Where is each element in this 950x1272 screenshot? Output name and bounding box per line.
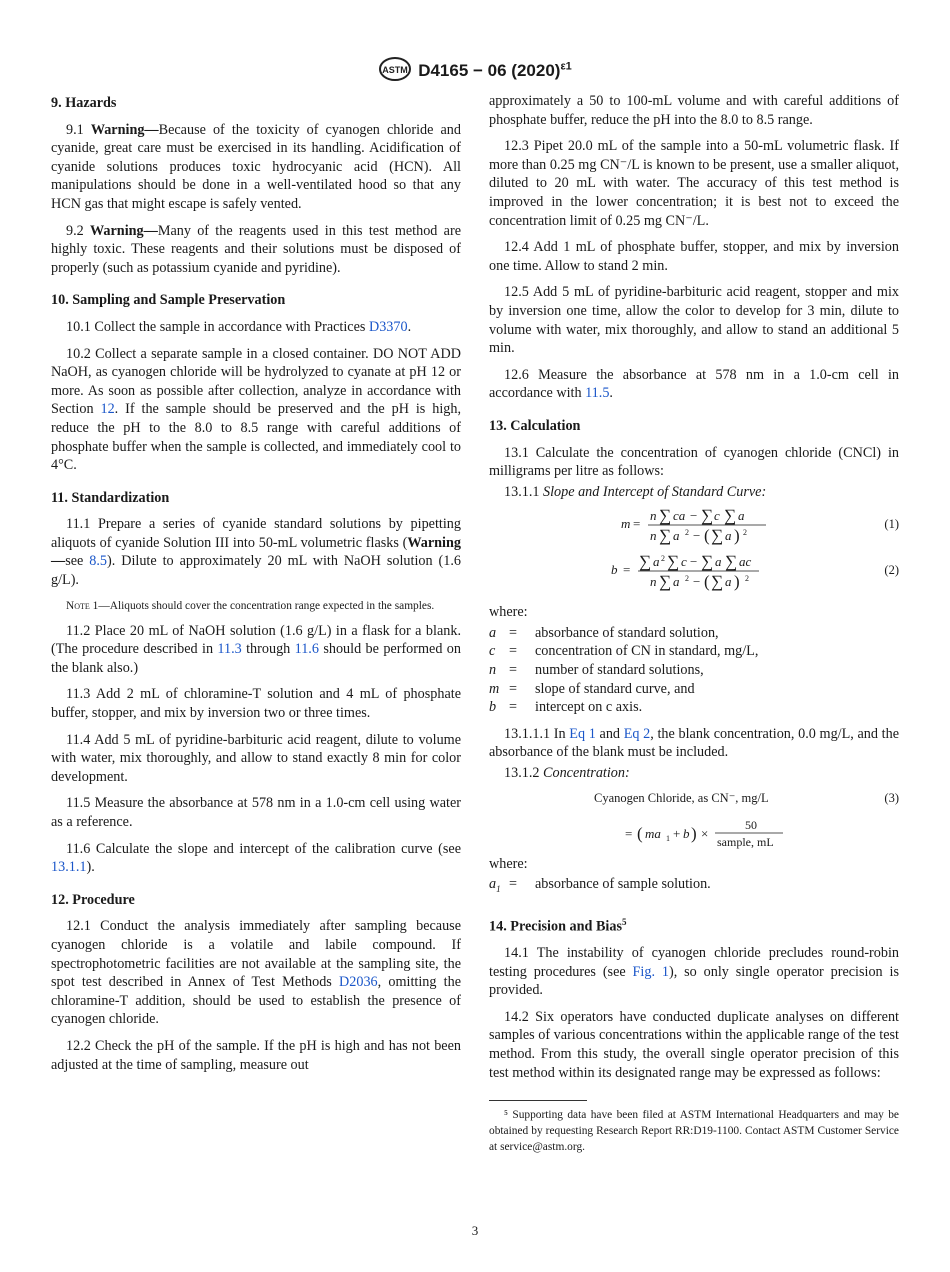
- svg-text:c: c: [714, 508, 720, 524]
- para-13-1-2: 13.1.2 Concentration:: [504, 765, 630, 782]
- svg-text:a: a: [715, 554, 722, 570]
- svg-text:b: b: [683, 825, 690, 841]
- para-13-1-1-1: 13.1.1.1 In Eq 1 and Eq 2, the blank concentration, 0.0 mg/L, and the absorbance of the blank must be included.: [489, 725, 900, 761]
- svg-text:2: 2: [745, 574, 749, 584]
- right-column: [489, 92, 899, 1163]
- para-12-5: 12.5 Add 5 mL of pyridine-barbituric acid reagent, stopper and mix by inversion one time, allow the color to develop for 3 min, dilute to volume with water, mix thoroughly, and allow to stand an additional 5 min.: [489, 284, 899, 357]
- designation-superscript: ε1: [560, 60, 572, 73]
- link-fig-1[interactable]: Fig. 1: [632, 963, 669, 980]
- left-column: [51, 92, 461, 1082]
- designation: D4165 − 06 (2020): [418, 60, 561, 80]
- svg-text:−: −: [690, 554, 698, 570]
- svg-text:a: a: [673, 528, 680, 544]
- where-label-2: where:: [489, 855, 528, 872]
- svg-text:∑: ∑: [659, 506, 672, 526]
- svg-text:(: (: [704, 526, 710, 546]
- equation-3: [489, 787, 899, 809]
- svg-text:=: =: [633, 516, 641, 532]
- link-d2036[interactable]: D2036: [339, 974, 378, 991]
- svg-text:=: =: [623, 562, 631, 578]
- equation-2-formula: [569, 549, 789, 591]
- svg-text:2: 2: [685, 528, 689, 538]
- svg-text:sample, mL: sample, mL: [717, 834, 774, 849]
- equation-3-label: Cyanogen Chloride, as CN⁻, mg/L: [594, 790, 769, 805]
- svg-text:∑: ∑: [725, 552, 738, 572]
- svg-text:×: ×: [701, 825, 709, 841]
- para-12-2-continued: approximately a 50 to 100-mL volume and with careful additions of phosphate buffer, reduce the pH into the 8.0 to 8.5 range.: [489, 93, 899, 128]
- equation-1-formula: [569, 503, 789, 545]
- svg-text:=: =: [625, 825, 633, 841]
- link-13-1-1[interactable]: 13.1.1: [51, 859, 87, 876]
- para-14-2: 14.2 Six operators have conducted duplicate analyses on different samples of various concentrations within the applicable range of the test method. From this study, the overall single operator precision of this test method within its designated range may be expressed as follows:: [489, 1008, 899, 1081]
- link-section-12[interactable]: 12: [100, 401, 115, 418]
- svg-text:n: n: [650, 574, 657, 590]
- svg-text:∑: ∑: [711, 572, 724, 592]
- svg-text:ca: ca: [673, 508, 686, 524]
- equation-1: [489, 503, 899, 545]
- link-eq-1[interactable]: Eq 1: [569, 725, 596, 742]
- svg-text:−: −: [693, 528, 701, 544]
- svg-text:a: a: [725, 528, 732, 544]
- para-12-6: 12.6 Measure the absorbance at 578 nm in a 1.0-cm cell in accordance with 11.5.: [489, 366, 899, 402]
- note-1: Note 1—Aliquots should cover the concentration range expected in the samples.: [66, 599, 435, 612]
- equation-2: [489, 549, 899, 591]
- svg-text:−: −: [690, 508, 698, 524]
- svg-text:1: 1: [666, 833, 670, 843]
- section-11-title: 11. Standardization: [51, 489, 170, 506]
- svg-text:ma: ma: [645, 825, 661, 841]
- equation-3-formula: [489, 809, 899, 849]
- svg-text:ASTM: ASTM: [382, 65, 408, 75]
- where-label-1: where:: [489, 604, 528, 621]
- svg-text:n: n: [650, 528, 657, 544]
- link-8-5[interactable]: 8.5: [89, 553, 107, 570]
- svg-text:a: a: [653, 554, 660, 570]
- para-9-2: 9.2 Warning—Many of the reagents used in this test method are highly toxic. These reagents and their solutions must be disposed of properly (such as potassium cyanide and pyridine).: [51, 222, 461, 276]
- equation-1-number: (1): [884, 517, 899, 532]
- svg-text:): ): [691, 823, 697, 843]
- para-13-1-1: 13.1.1 Slope and Intercept of Standard Curve:: [504, 483, 767, 500]
- astm-logo-icon: [378, 56, 412, 87]
- svg-text:2: 2: [685, 574, 689, 584]
- svg-text:): ): [734, 572, 740, 592]
- para-14-1: 14.1 The instability of cyanogen chloride precludes round-robin testing procedures (see Fig. 1), so only single operator precision is provided.: [489, 944, 899, 999]
- section-13-title: 13. Calculation: [489, 417, 581, 434]
- para-11-6: 11.6 Calculate the slope and intercept of the calibration curve (see 13.1.1).: [51, 840, 461, 876]
- para-11-3: 11.3 Add 2 mL of chloramine-T solution and 4 mL of phosphate buffer, stopper, and mix by inversion two or three times.: [51, 686, 461, 722]
- definition-a1: $a_1$ = absorbance of sample solution.: [489, 876, 711, 895]
- svg-text:∑: ∑: [667, 552, 680, 572]
- para-11-2: 11.2 Place 20 mL of NaOH solution (1.6 g/L) in a flask for a blank. (The procedure described in 11.3 through 11.6 should be performed on the blank also.): [51, 622, 461, 676]
- svg-text:(: (: [637, 823, 643, 843]
- definition-row: c = concentration of CN in standard, mg/L,: [489, 643, 759, 660]
- svg-text:∑: ∑: [701, 506, 714, 526]
- para-13-1: 13.1 Calculate the concentration of cyanogen chloride (CNCl) in milligrams per litre as follows:: [489, 444, 899, 480]
- svg-text:n: n: [650, 508, 657, 524]
- section-9-title: 9. Hazards: [51, 95, 117, 111]
- page-number: 3: [471, 1223, 479, 1238]
- section-10-title: 10. Sampling and Sample Preservation: [51, 292, 286, 309]
- svg-text:ac: ac: [739, 554, 752, 570]
- para-9-1: 9.1 Warning—Because of the toxicity of cyanogen chloride and cyanide, great care must be exercised in its handling. Acidification of cyanide solutions produces toxic hydrocyanic acid (HCN). All manipulations should be done in a well-ventilated hood so that any HCN gas that might escape is safely vented.: [51, 121, 461, 212]
- definition-row: b = intercept on c axis.: [489, 699, 643, 716]
- svg-text:∑: ∑: [659, 526, 672, 546]
- svg-text:−: −: [693, 574, 701, 590]
- svg-text:∑: ∑: [724, 506, 737, 526]
- para-11-4: 11.4 Add 5 mL of pyridine-barbituric acid reagent, dilute to volume with water, mix thoroughly, and allow to stand exactly 8 min for color development.: [51, 731, 461, 785]
- svg-text:a: a: [725, 574, 732, 590]
- svg-text:+: +: [673, 825, 681, 841]
- svg-text:∑: ∑: [659, 572, 672, 592]
- svg-text:c: c: [681, 554, 687, 570]
- definition-row: m = slope of standard curve, and: [489, 680, 695, 697]
- definition-row: a = absorbance of standard solution,: [489, 624, 719, 641]
- para-11-1: 11.1 Prepare a series of cyanide standard solutions by pipetting aliquots of cyanide Solution III into 50-mL volumetric flasks (Warning—see 8.5). Dilute to approximately 20 mL with NaOH solution (1.6 g/L).: [51, 516, 461, 589]
- section-14-title: 14. Precision and Bias$^5$: [489, 916, 627, 935]
- para-10-1: 10.1 Collect the sample in accordance with Practices D3370.: [66, 318, 412, 335]
- footnote-5: ⁵ Supporting data have been filed at ASTM International Headquarters and may be obtained by requesting Research Report RR:D19-1100. Contact ASTM Customer Service at service@astm.org.: [489, 1109, 899, 1154]
- definition-row: n = number of standard solutions,: [489, 662, 704, 679]
- svg-text:a: a: [738, 508, 745, 524]
- definitions-list: [489, 624, 899, 717]
- para-10-2: 10.2 Collect a separate sample in a closed container. DO NOT ADD NaOH, as cyanogen chloride will be hydrolyzed to cyanate at pH 12 or more. As soon as possible after collection, analyze in accordance with Section 12. If the sample should be preserved and the pH is high, reduce the pH to the 8.0 to 8.5 range with careful additions of phosphate buffer when the sample is collected, and immediately cool to 4°C.: [51, 345, 462, 474]
- svg-text:∑: ∑: [711, 526, 724, 546]
- svg-text:b: b: [611, 562, 618, 578]
- para-12-3: 12.3 Pipet 20.0 mL of the sample into a 50-mL volumetric flask. If more than 0.25 mg CN⁻/L is known to be present, use a smaller aliquot, diluted to 20 mL with water. The accuracy of this test method is improved in the lower concentration; it is best not to exceed the concentration limit of 0.25 mg CN⁻/L.: [489, 138, 899, 229]
- svg-text:2: 2: [661, 554, 665, 564]
- section-12-title: 12. Procedure: [51, 891, 135, 908]
- equation-2-number: (2): [884, 563, 899, 578]
- footnote-divider: [489, 1100, 587, 1101]
- para-11-5: 11.5 Measure the absorbance at 578 nm in a 1.0-cm cell using water as a reference.: [51, 795, 461, 830]
- link-11-5[interactable]: 11.5: [585, 385, 610, 402]
- svg-text:(: (: [704, 572, 710, 592]
- para-12-4: 12.4 Add 1 mL of phosphate buffer, stopper, and mix by inversion one time. Allow to stand 2 min.: [489, 239, 899, 274]
- link-eq-2[interactable]: Eq 2: [623, 725, 651, 742]
- svg-text:∑: ∑: [701, 552, 714, 572]
- link-11-3[interactable]: 11.3: [217, 641, 242, 658]
- equation-3-number: (3): [884, 790, 899, 805]
- para-12-2: 12.2 Check the pH of the sample. If the pH is high and has not been adjusted at the time of sampling, measure out: [51, 1037, 461, 1073]
- page-header: [0, 56, 950, 87]
- link-d3370[interactable]: D3370: [368, 318, 408, 335]
- svg-text:a: a: [673, 574, 680, 590]
- svg-text:2: 2: [743, 528, 747, 538]
- svg-text:50: 50: [745, 817, 757, 832]
- para-12-1: 12.1 Conduct the analysis immediately after sampling because cyanogen chloride is a volatile and labile compound. If spectrophotometric facilities are not available at the sampling site, the spot test described in Annex of Test Methods D2036, omitting the chloramine-T addition, should be used to establish the presence of cyanogen chloride.: [51, 918, 461, 1028]
- link-11-6[interactable]: 11.6: [294, 641, 319, 658]
- svg-text:m: m: [621, 516, 631, 532]
- svg-text:): ): [734, 526, 740, 546]
- svg-text:∑: ∑: [639, 552, 652, 572]
